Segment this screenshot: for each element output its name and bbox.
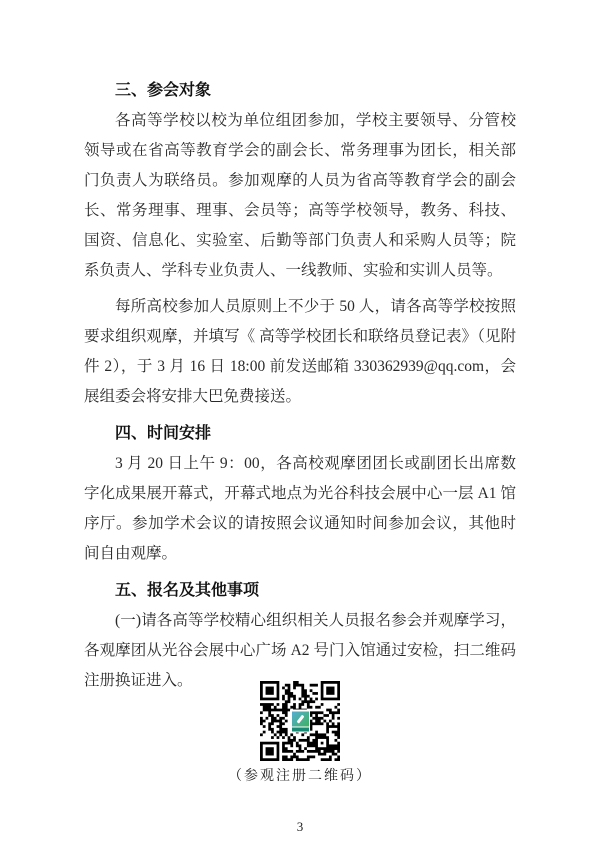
logo-text-strip	[292, 728, 309, 732]
qr-center-logo-icon	[290, 710, 310, 733]
section-heading-participants: 三、参会对象	[115, 82, 212, 99]
paragraph: 每所高校参加人员原则上不少于 50 人，请各高等学校按照要求组织观摩，并填写《 高等学校团长和联络员登记表》（见附件 2），于 3 月 16 日 18:00 前发送邮箱 330362939@qq.com，会展组委会将安排大巴免费接送。	[84, 298, 516, 405]
page-number: 3	[296, 819, 304, 834]
paragraph: 各高等学校以校为单位组团参加，学校主要领导、分管校领导或在省高等教育学会的副会长、常务理事为团长，相关部门负责人为联络员。参加观摩的人员为省高等教育学会的副会长、常务理事、理事、会员等；高等学校领导，教务、科技、国资、信息化、实验室、后勤等部门负责人和采购人员等；院系负责人、学科专业负责人、一线教师、实验和实训人员等。	[84, 112, 516, 279]
section-heading-registration: 五、报名及其他事项	[115, 582, 260, 599]
qr-caption: （参观注册二维码）	[228, 769, 372, 784]
pen-icon	[292, 711, 309, 727]
paragraph: (一)请各高等学校精心组织相关人员报名参会并观摩学习，各观摩团从光谷会展中心广场 A2 号门入馆通过安检，扫二维码注册换证进入。	[84, 612, 516, 689]
paragraph: 3 月 20 日上午 9：00，各高校观摩团团长或副团长出席数字化成果展开幕式，开幕式地点为光谷科技会展中心一层 A1 馆序厅。参加学术会议的请按照会议通知时间参加会议，其他时间自由观摩。	[84, 455, 516, 562]
qr-code-image	[260, 681, 340, 761]
section-heading-schedule: 四、时间安排	[115, 425, 212, 442]
